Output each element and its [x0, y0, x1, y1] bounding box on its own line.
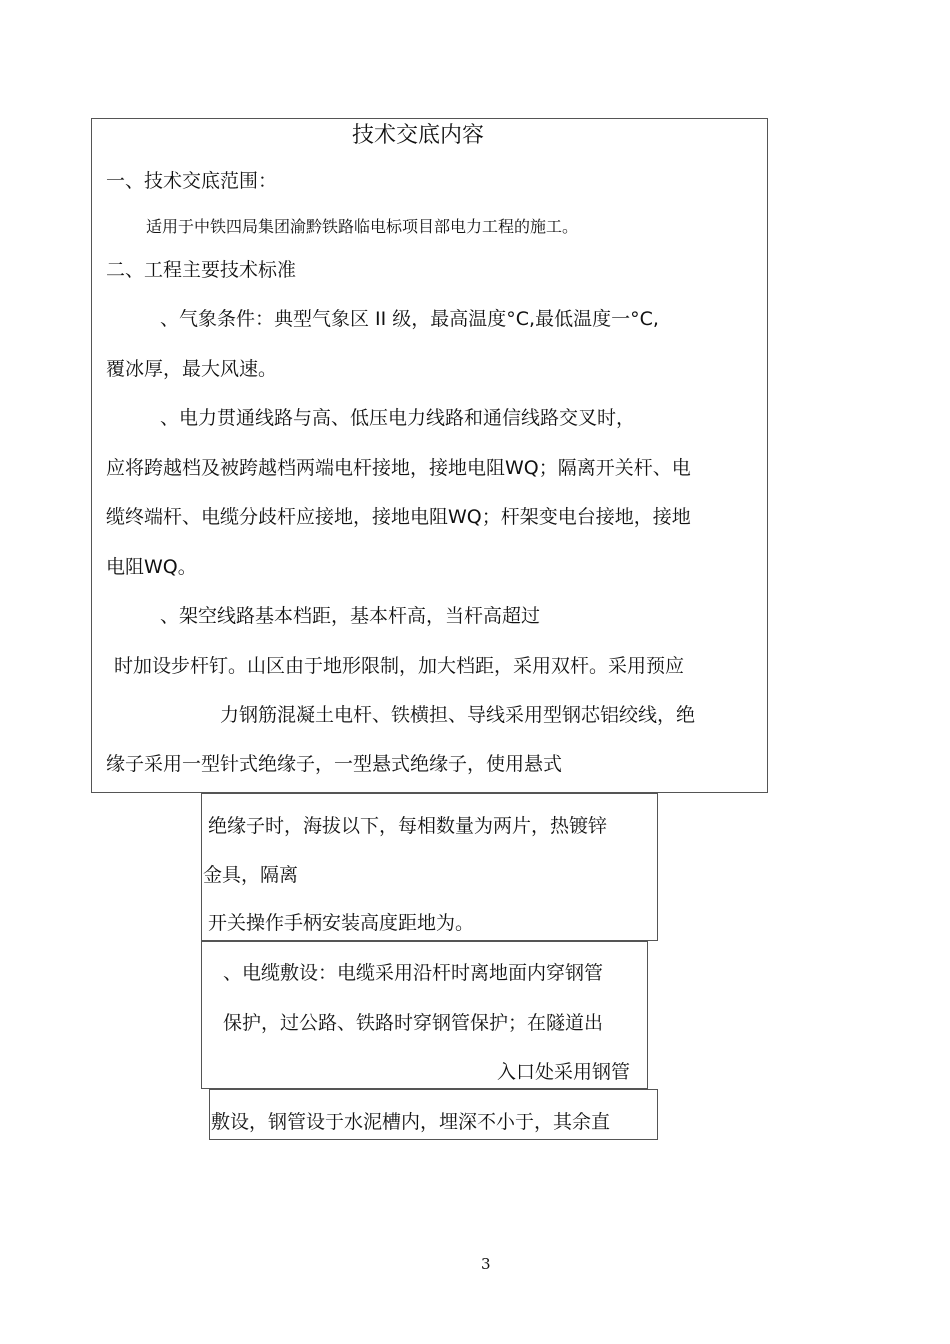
item3-line-4: 缘子采用一型针式绝缘子，一型悬式绝缘子，使用悬式: [106, 753, 563, 775]
box4-line-1: 敷设，钢管设于水泥槽内，埋深不小于，其余直: [211, 1111, 611, 1133]
item3-line-3: 力钢筋混凝土电杆、铁横担、导线采用型钢芯铝绞线，绝: [220, 704, 696, 726]
box3-line-3: 入口处采用钢管: [497, 1061, 631, 1083]
section1-heading: 一、技术交底范围：: [106, 170, 278, 192]
item1-line-2: 覆冰厚，最大风速。: [106, 358, 278, 380]
item2-line-4: 电阻WQ。: [106, 556, 197, 578]
page-title: 技术交底内容: [352, 123, 485, 148]
item3-line-2: 时加设步杆钉。山区由于地形限制，加大档距，采用双杆。采用预应: [114, 655, 685, 677]
box2-line-1: 绝缘子时，海拔以下，每相数量为两片，热镀锌: [208, 815, 608, 837]
section1-body: 适用于中铁四局集团渝黔铁路临电标项目部电力工程的施工。: [146, 217, 579, 236]
page-number: 3: [481, 1255, 491, 1273]
box2-line-2: 金具，隔离: [203, 864, 299, 886]
item2-line-3: 缆终端杆、电缆分歧杆应接地，接地电阻WQ；杆架变电台接地，接地: [106, 506, 691, 528]
item3-line-1: 、架空线路基本档距，基本杆高，当杆高超过: [160, 605, 541, 627]
box3-line-2: 保护，过公路、铁路时穿钢管保护；在隧道出: [223, 1012, 604, 1034]
item1-line-1: 、气象条件：典型气象区 II 级，最高温度°C,最低温度一°C,: [160, 308, 659, 330]
box2-line-3: 开关操作手柄安装高度距地为。: [208, 912, 475, 934]
box3-line-1: 、电缆敷设：电缆采用沿杆时离地面内穿钢管: [223, 962, 604, 984]
section2-heading: 二、工程主要技术标准: [106, 259, 297, 281]
item2-line-2: 应将跨越档及被跨越档两端电杆接地，接地电阻WQ；隔离开关杆、电: [106, 457, 691, 479]
item2-line-1: 、电力贯通线路与高、低压电力线路和通信线路交叉时，: [160, 407, 636, 429]
